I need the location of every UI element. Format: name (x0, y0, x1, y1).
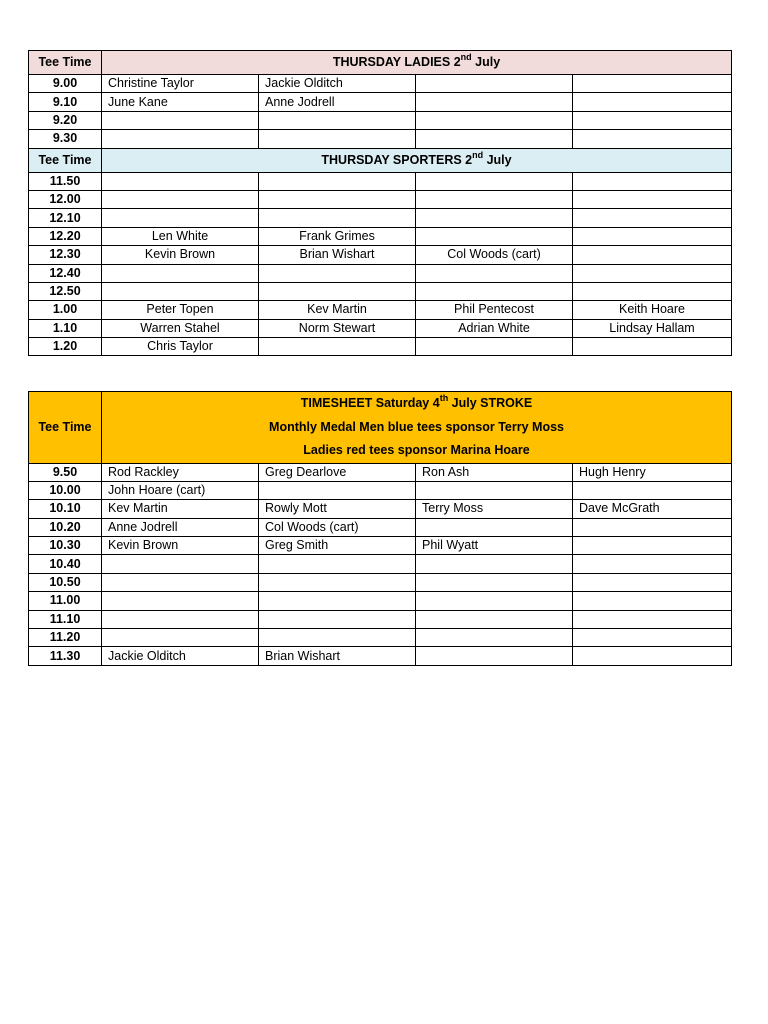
saturday-title-line-3: Ladies red tees sponsor Marina Hoare (303, 443, 530, 457)
saturday-tee-time-label: Tee Time (29, 392, 102, 464)
player-cell (573, 647, 732, 665)
player-cell: Adrian White (416, 319, 573, 337)
player-cell (259, 264, 416, 282)
player-cell (416, 209, 573, 227)
player-cell (573, 227, 732, 245)
player-cell (259, 111, 416, 129)
player-cell (259, 130, 416, 148)
player-cell (259, 610, 416, 628)
table-row (29, 573, 732, 591)
player-cell: Hugh Henry (573, 463, 732, 481)
player-cell: June Kane (102, 93, 259, 111)
player-cell (573, 573, 732, 591)
table-row (29, 301, 732, 319)
tee-time-cell: 1.00 (29, 301, 102, 319)
saturday-title-line-2: Monthly Medal Men blue tees sponsor Terry Moss (269, 419, 564, 434)
tee-time-cell: 11.50 (29, 172, 102, 190)
table-row (29, 500, 732, 518)
tee-time-cell: 12.40 (29, 264, 102, 282)
player-cell (573, 537, 732, 555)
tee-time-cell: 10.50 (29, 573, 102, 591)
table-row (29, 172, 732, 190)
table-row (29, 481, 732, 499)
player-cell: Terry Moss (416, 500, 573, 518)
tee-time-cell: 9.30 (29, 130, 102, 148)
table-row (29, 338, 732, 356)
player-cell (259, 190, 416, 208)
player-cell: Ron Ash (416, 463, 573, 481)
tee-time-cell: 12.10 (29, 209, 102, 227)
player-cell: Kev Martin (259, 301, 416, 319)
tee-time-cell: 10.10 (29, 500, 102, 518)
player-cell: Brian Wishart (259, 246, 416, 264)
table-row (29, 130, 732, 148)
table-row (29, 463, 732, 481)
table-row (29, 264, 732, 282)
saturday-title-line-1: TIMESHEET Saturday 4th July STROKE (300, 393, 533, 410)
player-cell: Brian Wishart (259, 647, 416, 665)
tee-time-cell: 9.20 (29, 111, 102, 129)
saturday-title (102, 392, 732, 464)
tee-time-cell: 11.20 (29, 629, 102, 647)
table-row (29, 93, 732, 111)
table-row (29, 629, 732, 647)
player-cell (416, 555, 573, 573)
tee-time-cell: 12.20 (29, 227, 102, 245)
player-cell: Kevin Brown (102, 246, 259, 264)
player-cell (416, 592, 573, 610)
player-cell (416, 629, 573, 647)
tee-time-cell: 9.10 (29, 93, 102, 111)
player-cell (102, 190, 259, 208)
tee-time-cell: 11.10 (29, 610, 102, 628)
player-cell (573, 555, 732, 573)
player-cell (416, 647, 573, 665)
player-cell (102, 555, 259, 573)
player-cell (416, 130, 573, 148)
player-cell (416, 111, 573, 129)
saturday-timesheet-table (28, 391, 732, 666)
table-row (29, 518, 732, 536)
player-cell (416, 518, 573, 536)
tee-time-cell: 12.50 (29, 282, 102, 300)
player-cell (102, 209, 259, 227)
player-cell (102, 282, 259, 300)
tee-time-cell: 10.30 (29, 537, 102, 555)
tee-time-cell: 9.00 (29, 75, 102, 93)
player-cell (573, 629, 732, 647)
player-cell (259, 592, 416, 610)
player-cell (573, 75, 732, 93)
player-cell: Keith Hoare (573, 301, 732, 319)
table-row (29, 555, 732, 573)
player-cell (259, 573, 416, 591)
player-cell (573, 338, 732, 356)
player-cell: Norm Stewart (259, 319, 416, 337)
player-cell (416, 481, 573, 499)
player-cell (416, 610, 573, 628)
tee-time-cell: 12.30 (29, 246, 102, 264)
player-cell (102, 592, 259, 610)
player-cell (416, 190, 573, 208)
player-cell (102, 130, 259, 148)
player-cell: Rod Rackley (102, 463, 259, 481)
table-row (29, 190, 732, 208)
player-cell (102, 111, 259, 129)
player-cell: Anne Jodrell (102, 518, 259, 536)
player-cell (102, 610, 259, 628)
tee-time-cell: 11.30 (29, 647, 102, 665)
ladies-tee-time-label: Tee Time (29, 51, 102, 75)
player-cell: Rowly Mott (259, 500, 416, 518)
player-cell (259, 172, 416, 190)
saturday-header-row (29, 392, 732, 464)
ladies-title: THURSDAY LADIES 2nd July (102, 51, 732, 75)
player-cell: Dave McGrath (573, 500, 732, 518)
tee-time-cell: 10.20 (29, 518, 102, 536)
player-cell (573, 246, 732, 264)
player-cell (573, 518, 732, 536)
player-cell: Christine Taylor (102, 75, 259, 93)
player-cell (259, 338, 416, 356)
player-cell (102, 172, 259, 190)
player-cell: Phil Wyatt (416, 537, 573, 555)
player-cell: John Hoare (cart) (102, 481, 259, 499)
player-cell (416, 282, 573, 300)
player-cell (573, 264, 732, 282)
player-cell: Frank Grimes (259, 227, 416, 245)
player-cell: Col Woods (cart) (416, 246, 573, 264)
player-cell (259, 481, 416, 499)
player-cell (573, 93, 732, 111)
player-cell (573, 209, 732, 227)
player-cell: Peter Topen (102, 301, 259, 319)
thursday-timesheet-table (28, 50, 732, 356)
player-cell (416, 93, 573, 111)
player-cell (416, 264, 573, 282)
tee-time-cell: 12.00 (29, 190, 102, 208)
player-cell (416, 75, 573, 93)
player-cell: Col Woods (cart) (259, 518, 416, 536)
player-cell (416, 227, 573, 245)
player-cell: Kevin Brown (102, 537, 259, 555)
player-cell: Jackie Olditch (259, 75, 416, 93)
player-cell: Anne Jodrell (259, 93, 416, 111)
player-cell (259, 629, 416, 647)
table-row (29, 647, 732, 665)
player-cell (573, 130, 732, 148)
table-row (29, 319, 732, 337)
player-cell (102, 629, 259, 647)
tee-time-cell: 9.50 (29, 463, 102, 481)
table-row (29, 282, 732, 300)
player-cell (573, 610, 732, 628)
table-row (29, 592, 732, 610)
player-cell: Kev Martin (102, 500, 259, 518)
player-cell (102, 573, 259, 591)
player-cell (573, 190, 732, 208)
player-cell (259, 555, 416, 573)
player-cell: Chris Taylor (102, 338, 259, 356)
player-cell (573, 481, 732, 499)
player-cell: Lindsay Hallam (573, 319, 732, 337)
tee-time-cell: 1.20 (29, 338, 102, 356)
player-cell (573, 172, 732, 190)
player-cell (259, 282, 416, 300)
player-cell (416, 338, 573, 356)
player-cell (573, 282, 732, 300)
player-cell: Warren Stahel (102, 319, 259, 337)
player-cell (102, 264, 259, 282)
player-cell (573, 592, 732, 610)
table-row (29, 610, 732, 628)
player-cell (573, 111, 732, 129)
player-cell (259, 209, 416, 227)
sporters-header-row (29, 148, 732, 172)
table-row (29, 537, 732, 555)
table-row (29, 227, 732, 245)
player-cell (416, 172, 573, 190)
tee-time-cell: 10.40 (29, 555, 102, 573)
player-cell (416, 573, 573, 591)
table-row (29, 111, 732, 129)
player-cell: Len White (102, 227, 259, 245)
player-cell: Jackie Olditch (102, 647, 259, 665)
sporters-title: THURSDAY SPORTERS 2nd July (102, 148, 732, 172)
tee-time-cell: 10.00 (29, 481, 102, 499)
tee-time-cell: 1.10 (29, 319, 102, 337)
table-row (29, 246, 732, 264)
ladies-header-row (29, 51, 732, 75)
table-row (29, 209, 732, 227)
player-cell: Greg Dearlove (259, 463, 416, 481)
tee-time-cell: 11.00 (29, 592, 102, 610)
player-cell: Greg Smith (259, 537, 416, 555)
sporters-tee-time-label: Tee Time (29, 148, 102, 172)
player-cell: Phil Pentecost (416, 301, 573, 319)
table-row (29, 75, 732, 93)
